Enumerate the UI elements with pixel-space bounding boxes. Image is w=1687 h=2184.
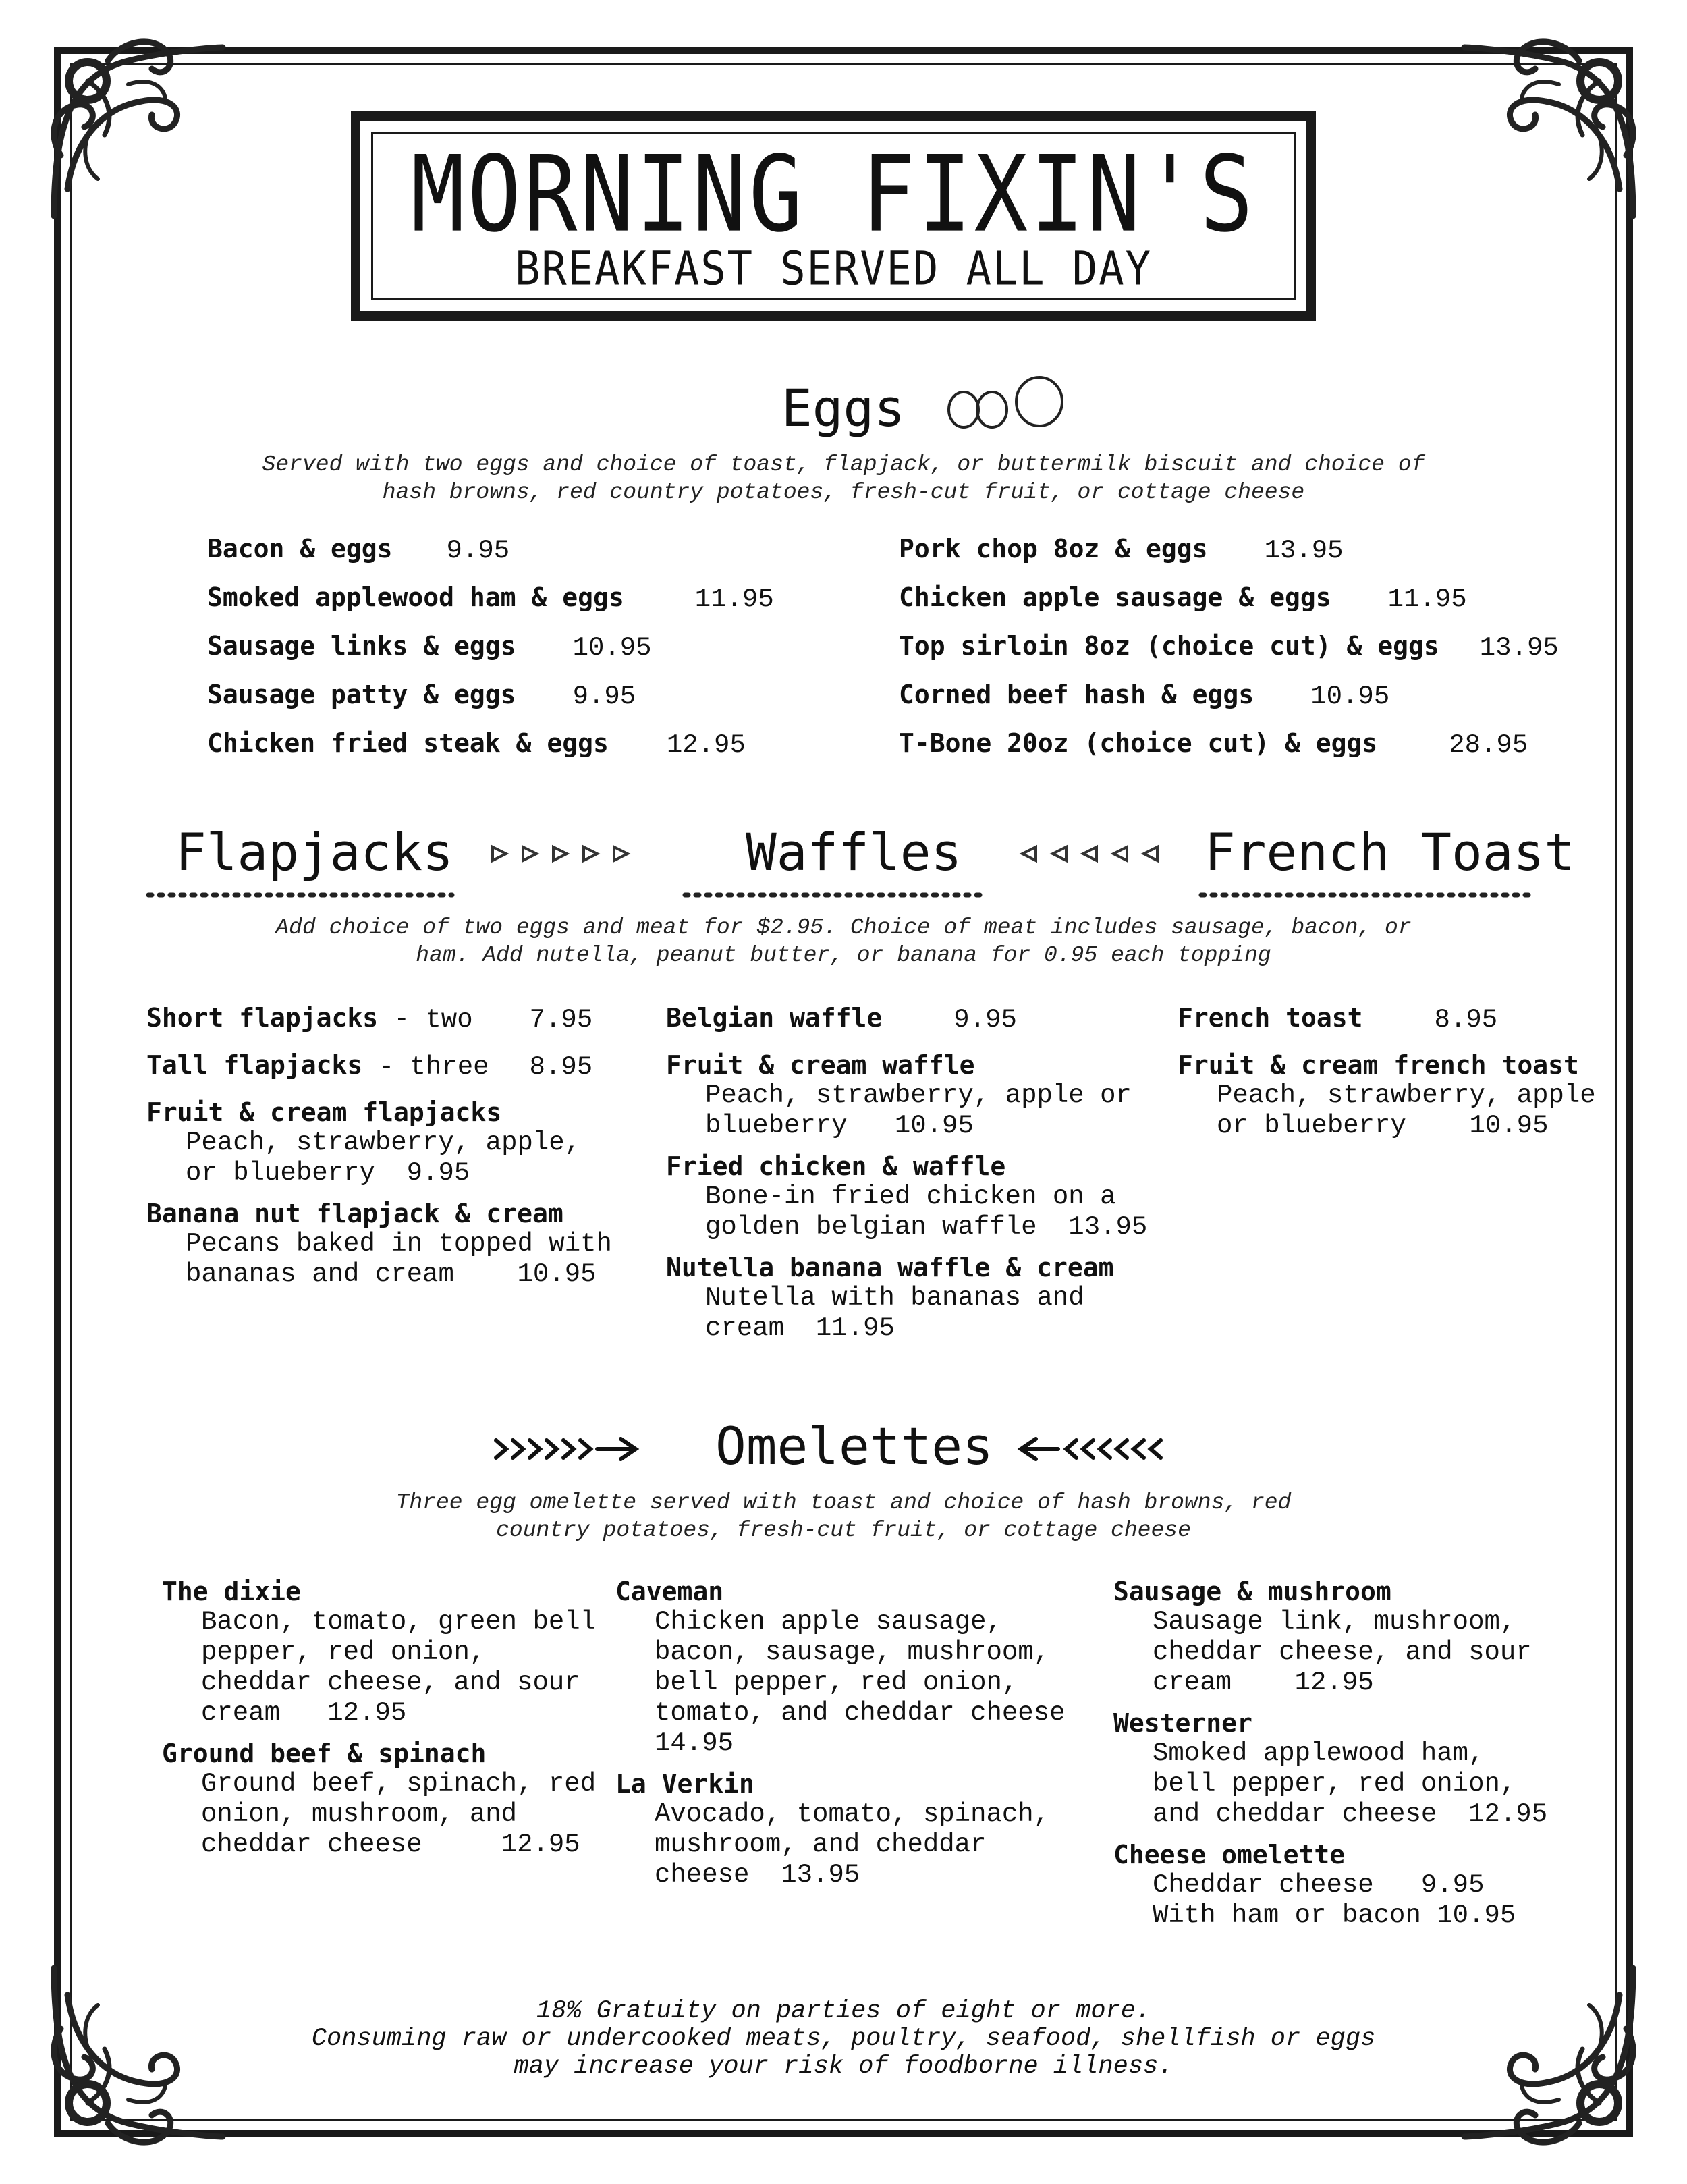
omelettes-description: Three egg omelette served with toast and choice of hash browns, red country potatoes, fresh-cut fruit, or cottage cheese bbox=[395, 1490, 1292, 1543]
restaurant-title: MORNING FIXIN'S bbox=[410, 133, 1256, 256]
menu-item: Nutella banana waffle & cream Nutella with bananas and cream 11.95 bbox=[666, 1253, 1114, 1343]
eggs-description: Served with two eggs and choice of toast, flapjack, or buttermilk biscuit and choice of hash browns, red country potatoes, fresh-cut fruit, or cottage cheese bbox=[262, 452, 1425, 505]
food-safety-note: Consuming raw or undercooked meats, poultry, seafood, shellfish or eggs bbox=[311, 2025, 1376, 2053]
chevrons-right-ornament bbox=[493, 1432, 641, 1466]
eggs-items-right bbox=[899, 533, 1559, 776]
omelettes-heading: Omelettes bbox=[715, 1416, 993, 1476]
dotted-underline bbox=[682, 888, 985, 895]
french-toast-heading: French Toast bbox=[1205, 822, 1576, 882]
menu-item: Pork chop 8oz & eggs 13.95 bbox=[899, 534, 1344, 566]
menu-item: Fried chicken & waffle Bone-in fried chicken on a golden belgian waffle 13.95 bbox=[666, 1151, 1148, 1242]
flourish-corner-top-left bbox=[27, 20, 229, 223]
chevrons-left-ornament bbox=[1016, 1432, 1164, 1466]
menu-item: Sausage & mushroom Sausage link, mushroom, cheddar cheese, and sour cream 12.95 bbox=[1113, 1577, 1532, 1697]
menu-item: Sausage links & eggs 10.95 bbox=[207, 631, 652, 663]
omelettes-column-2 bbox=[615, 1576, 1088, 1890]
menu-item: Sausage patty & eggs 9.95 bbox=[207, 680, 636, 711]
eggs-items-left bbox=[207, 533, 774, 776]
menu-item: Smoked applewood ham & eggs 11.95 bbox=[207, 582, 774, 614]
menu-item: The dixie Bacon, tomato, green bell pepper, red onion, cheddar cheese, and sour cream 12.95 bbox=[162, 1577, 597, 1728]
menu-item: Top sirloin 8oz (choice cut) & eggs 13.95 bbox=[899, 631, 1559, 663]
menu-item: Chicken fried steak & eggs 12.95 bbox=[207, 728, 746, 760]
flapjacks-column bbox=[146, 1002, 619, 1290]
omelettes-column-1 bbox=[162, 1576, 634, 1860]
waffles-column bbox=[666, 1002, 1148, 1344]
dotted-underline bbox=[1198, 888, 1535, 895]
restaurant-subtitle: BREAKFAST SERVED ALL DAY bbox=[515, 241, 1152, 296]
flourish-corner-bottom-left bbox=[27, 1961, 229, 2164]
menu-item: Bacon & eggs 9.95 bbox=[207, 534, 510, 566]
menu-item: Short flapjacks - two 7.95 bbox=[146, 1003, 593, 1035]
menu-footer bbox=[236, 1998, 1451, 2081]
arrows-right-ornament bbox=[486, 837, 655, 871]
menu-item: Ground beef & spinach Ground beef, spinach, red onion, mushroom, and cheddar cheese 12.95 bbox=[162, 1739, 597, 1859]
gratuity-note: 18% Gratuity on parties of eight or more. bbox=[536, 1997, 1151, 2025]
griddle-description: Add choice of two eggs and meat for $2.95. Choice of meat includes sausage, bacon, or ham. Add nutella, peanut butter, or banana for 0.95 each topping bbox=[275, 915, 1412, 968]
menu-item: Westerner Smoked applewood ham, bell pepper, red onion, and cheddar cheese 12.95 bbox=[1113, 1708, 1548, 1829]
waffles-heading: Waffles bbox=[746, 822, 962, 882]
flourish-corner-bottom-right bbox=[1458, 1961, 1660, 2164]
menu-item: Cheese omelette Cheddar cheese 9.95 With ham or bacon 10.95 bbox=[1113, 1840, 1516, 1930]
menu-item: Fruit & cream french toast Peach, strawberry, apple or blueberry 10.95 bbox=[1178, 1050, 1596, 1141]
menu-item: Chicken apple sausage & eggs 11.95 bbox=[899, 582, 1467, 614]
food-safety-note-cont: may increase your risk of foodborne illness. bbox=[514, 2052, 1173, 2081]
menu-item: French toast 8.95 bbox=[1178, 1003, 1498, 1035]
arrows-left-ornament bbox=[1009, 837, 1178, 871]
menu-item: Belgian waffle 9.95 bbox=[666, 1003, 1017, 1035]
menu-item: Corned beef hash & eggs 10.95 bbox=[899, 680, 1390, 711]
menu-item: Caveman Chicken apple sausage, bacon, sausage, mushroom, bell pepper, red onion, tomato, and cheddar cheese 14.95 bbox=[615, 1577, 1066, 1758]
menu-item: Fruit & cream flapjacks Peach, strawberry, apple, or blueberry 9.95 bbox=[146, 1097, 581, 1188]
menu-item: La Verkin Avocado, tomato, spinach, mushroom, and cheddar cheese 13.95 bbox=[615, 1769, 1050, 1890]
menu-item: Fruit & cream waffle Peach, strawberry, apple or blueberry 10.95 bbox=[666, 1050, 1132, 1141]
menu-item: T-Bone 20oz (choice cut) & eggs 28.95 bbox=[899, 728, 1528, 760]
flapjacks-heading: Flapjacks bbox=[175, 822, 453, 882]
menu-item: Tall flapjacks - three 8.95 bbox=[146, 1050, 593, 1082]
flourish-corner-top-right bbox=[1458, 20, 1660, 223]
eggs-heading: Eggs bbox=[781, 378, 906, 438]
eggs-icon bbox=[945, 375, 1080, 435]
omelettes-column-3 bbox=[1113, 1576, 1586, 1931]
french-toast-column bbox=[1178, 1002, 1650, 1141]
dotted-underline bbox=[145, 888, 455, 895]
menu-item: Banana nut flapjack & cream Pecans baked in topped with bananas and cream 10.95 bbox=[146, 1199, 612, 1289]
